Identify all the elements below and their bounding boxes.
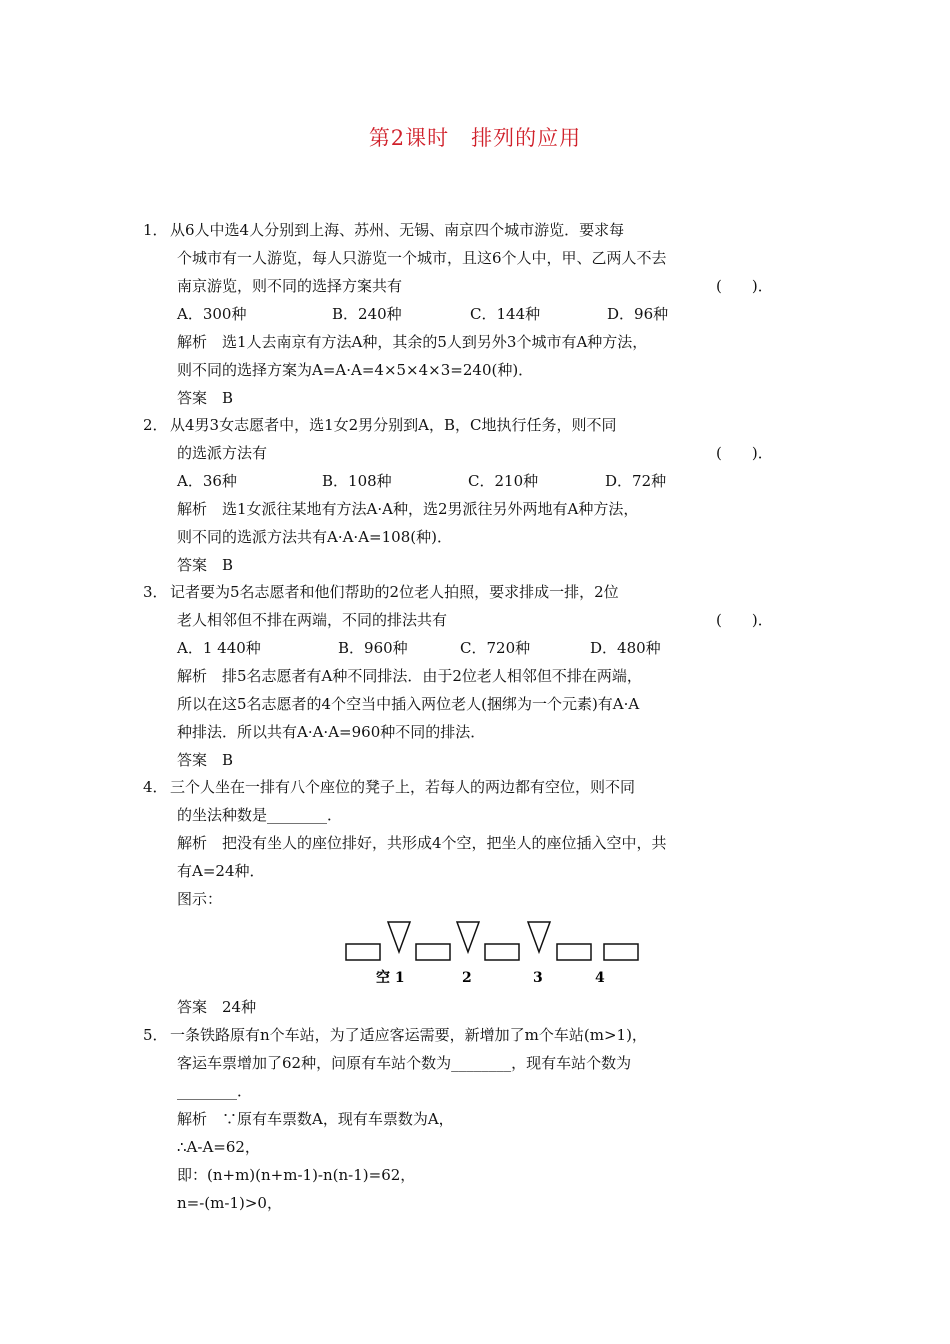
option-b: B．108种: [322, 472, 392, 490]
question-stem-line: 记者要为5名志愿者和他们帮助的2位老人拍照，要求排成一排，2位: [170, 583, 619, 601]
analysis-line: 解析 把没有坐人的座位排好，共形成4个空，把坐人的座位插入空中，共: [177, 834, 667, 852]
person-triangle: [457, 922, 479, 952]
gap-label: 4: [595, 970, 605, 986]
question-number: 1．: [143, 221, 168, 239]
question-number: 2．: [143, 416, 168, 434]
answer-bracket: ( )．: [716, 611, 773, 629]
analysis-line: 则不同的选择方案为A=A·A=4×5×4×3=240(种)．: [177, 361, 534, 379]
option-b: B．240种: [332, 305, 402, 323]
analysis-line: 则不同的选派方法共有A·A·A=108(种)．: [177, 528, 452, 546]
option-c: C．210种: [468, 472, 539, 490]
answer-line: 答案 B: [177, 389, 234, 407]
empty-seat-box: [557, 944, 591, 960]
analysis-line: 解析 排5名志愿者有A种不同排法．由于2位老人相邻但不排在两端，: [177, 667, 642, 685]
option-b: B．960种: [338, 639, 408, 657]
empty-seat-box: [416, 944, 450, 960]
question-number: 3．: [143, 583, 168, 601]
analysis-line: 图示：: [177, 890, 223, 908]
question-stem-line: 的选派方法有: [177, 444, 268, 462]
option-c: C．144种: [470, 305, 541, 323]
option-a: A．36种: [177, 472, 237, 490]
option-d: D．72种: [605, 472, 667, 490]
option-d: D．96种: [607, 305, 669, 323]
analysis-line: 解析 选1人去南京有方法A种，其余的5人到另外3个城市有A种方法，: [177, 333, 648, 351]
empty-seat-box: [485, 944, 519, 960]
gap-label: 3: [533, 970, 543, 986]
person-triangle: [388, 922, 410, 952]
option-a: A．1 440种: [177, 639, 261, 657]
analysis-line: 即：(n+m)(n+m-1)-n(n-1)=62，: [177, 1166, 416, 1184]
question-stem-line: 老人相邻但不排在两端，不同的排法共有: [177, 611, 448, 629]
option-a: A．300种: [177, 305, 247, 323]
answer-line: 答案 24种: [177, 998, 257, 1016]
analysis-line: 所以在这5名志愿者的4个空当中插入两位老人(捆绑为一个元素)有A·A: [177, 695, 640, 713]
answer-bracket: ( )．: [716, 277, 773, 295]
analysis-line: 解析 ∵原有车票数A，现有车票数为A，: [177, 1110, 454, 1128]
analysis-line: 解析 选1女派往某地有方法A·A种，选2男派往另外两地有A种方法，: [177, 500, 639, 518]
option-c: C．720种: [460, 639, 531, 657]
question-stem-line: 的坐法种数是________．: [177, 806, 343, 824]
empty-seat-box: [346, 944, 380, 960]
answer-line: 答案 B: [177, 556, 234, 574]
analysis-line: 有A=24种．: [177, 862, 265, 880]
analysis-line: 种排法．所以共有A·A·A=960种不同的排法．: [177, 723, 486, 741]
analysis-line: n=-(m-1)>0，: [177, 1194, 282, 1212]
person-triangle: [528, 922, 550, 952]
analysis-line: ∴A-A=62，: [177, 1138, 260, 1156]
seating-diagram: [340, 918, 660, 988]
question-stem-line: 从6人中选4人分别到上海、苏州、无锡、南京四个城市游览．要求每: [170, 221, 625, 239]
question-number: 5．: [143, 1026, 168, 1044]
question-stem-line: 南京游览，则不同的选择方案共有: [177, 277, 403, 295]
empty-seat-box: [604, 944, 638, 960]
question-stem-line: 个城市有一人游览，每人只游览一个城市，且这6个人中，甲、乙两人不去: [177, 249, 667, 267]
answer-line: 答案 B: [177, 751, 234, 769]
gap-label: 空 1: [376, 970, 405, 986]
question-stem-line: 客运车票增加了62种，问原有车站个数为________，现有车站个数为: [177, 1054, 632, 1072]
gap-label: 2: [462, 970, 472, 986]
question-stem-line: 三个人坐在一排有八个座位的凳子上，若每人的两边都有空位，则不同: [170, 778, 636, 796]
question-stem-line: 一条铁路原有n个车站，为了适应客运需要，新增加了m个车站(m>1)，: [170, 1026, 647, 1044]
question-number: 4．: [143, 778, 168, 796]
question-stem-line: ________．: [177, 1082, 253, 1100]
option-d: D．480种: [590, 639, 661, 657]
page-title: 第2课时 排列的应用: [368, 126, 582, 150]
answer-bracket: ( )．: [716, 444, 773, 462]
question-stem-line: 从4男3女志愿者中，选1女2男分别到A，B，C地执行任务，则不同: [170, 416, 617, 434]
